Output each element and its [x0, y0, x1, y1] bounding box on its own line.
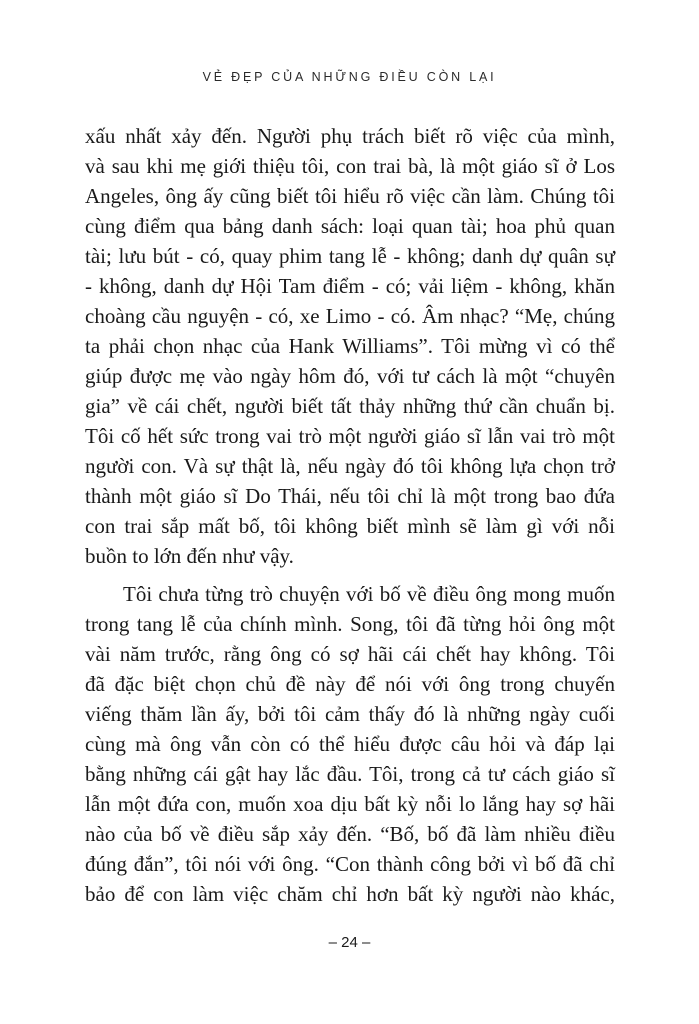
text-line: lẫn một đứa con, muốn xoa dịu bất kỳ nỗi lo lắng hay sợ hãi [85, 792, 615, 816]
text-line: tài; lưu bút - có, quay phim tang lễ - không; danh dự quân sự [85, 244, 615, 268]
text-line: bảo để con làm việc chăm chỉ hơn bất kỳ người nào khác, [85, 882, 615, 906]
text-line: trong tang lễ của chính mình. Song, tôi đã từng hỏi ông một [85, 612, 615, 636]
text-line: choàng cầu nguyện - có, xe Limo - có. Âm nhạc? “Mẹ, chúng [85, 304, 615, 328]
text-line: Tôi cố hết sức trong vai trò một người giáo sĩ lẫn vai trò một [85, 424, 615, 448]
text-line: thành một giáo sĩ Do Thái, nếu tôi chỉ là một trong bao đứa [85, 484, 615, 508]
text-line: người con. Và sự thật là, nếu ngày đó tôi không lựa chọn trở [85, 454, 615, 478]
text-line: bằng những cái gật hay lắc đầu. Tôi, trong cả tư cách giáo sĩ [85, 762, 615, 786]
text-line: con trai sắp mất bố, tôi không biết mình sẽ làm gì với nỗi [85, 514, 615, 538]
paragraph [85, 121, 615, 571]
text-line: giúp được mẹ vào ngày hôm đó, với tư cách là một “chuyên [85, 364, 615, 388]
body-text [85, 121, 615, 909]
text-line: đã đặc biệt chọn chủ đề này để nói với ông trong chuyến [85, 672, 615, 696]
page-number: – 24 – [328, 934, 371, 951]
text-line: Tôi chưa từng trò chuyện với bố về điều ông mong muốn [123, 582, 615, 606]
running-header: VẺ ĐẸP CỦA NHỮNG ĐIỀU CÒN LẠI [202, 70, 497, 84]
text-line: đúng đắn”, tôi nói với ông. “Con thành công bởi vì bố đã chỉ [85, 852, 615, 876]
text-line: và sau khi mẹ giới thiệu tôi, con trai bà, là một giáo sĩ ở Los [85, 154, 615, 178]
text-line: viếng thăm lần ấy, bởi tôi cảm thấy đó là những ngày cuối [85, 702, 615, 726]
text-line: cùng điểm qua bảng danh sách: loại quan tài; hoa phủ quan [85, 214, 615, 238]
text-line: cùng mà ông vẫn còn có thể hiểu được câu hỏi và đáp lại [85, 732, 615, 756]
text-line: buồn to lớn đến như vậy. [85, 544, 294, 568]
text-line: nào của bố về điều sắp xảy đến. “Bố, bố đã làm nhiều điều [85, 822, 615, 846]
paragraph [85, 579, 615, 909]
text-line: ta phải chọn nhạc của Hank Williams”. Tôi mừng vì có thể [85, 334, 615, 358]
text-line: - không, danh dự Hội Tam điểm - có; vải liệm - không, khăn [85, 274, 615, 298]
text-line: gia” về cái chết, người biết tất thảy những thứ cần chuẩn bị. [85, 394, 615, 418]
text-line: vài năm trước, rằng ông có sợ hãi cái chết hay không. Tôi [85, 642, 615, 666]
text-line: xấu nhất xảy đến. Người phụ trách biết rõ việc của mình, [85, 124, 615, 148]
text-line: Angeles, ông ấy cũng biết tôi hiểu rõ việc cần làm. Chúng tôi [85, 184, 615, 208]
